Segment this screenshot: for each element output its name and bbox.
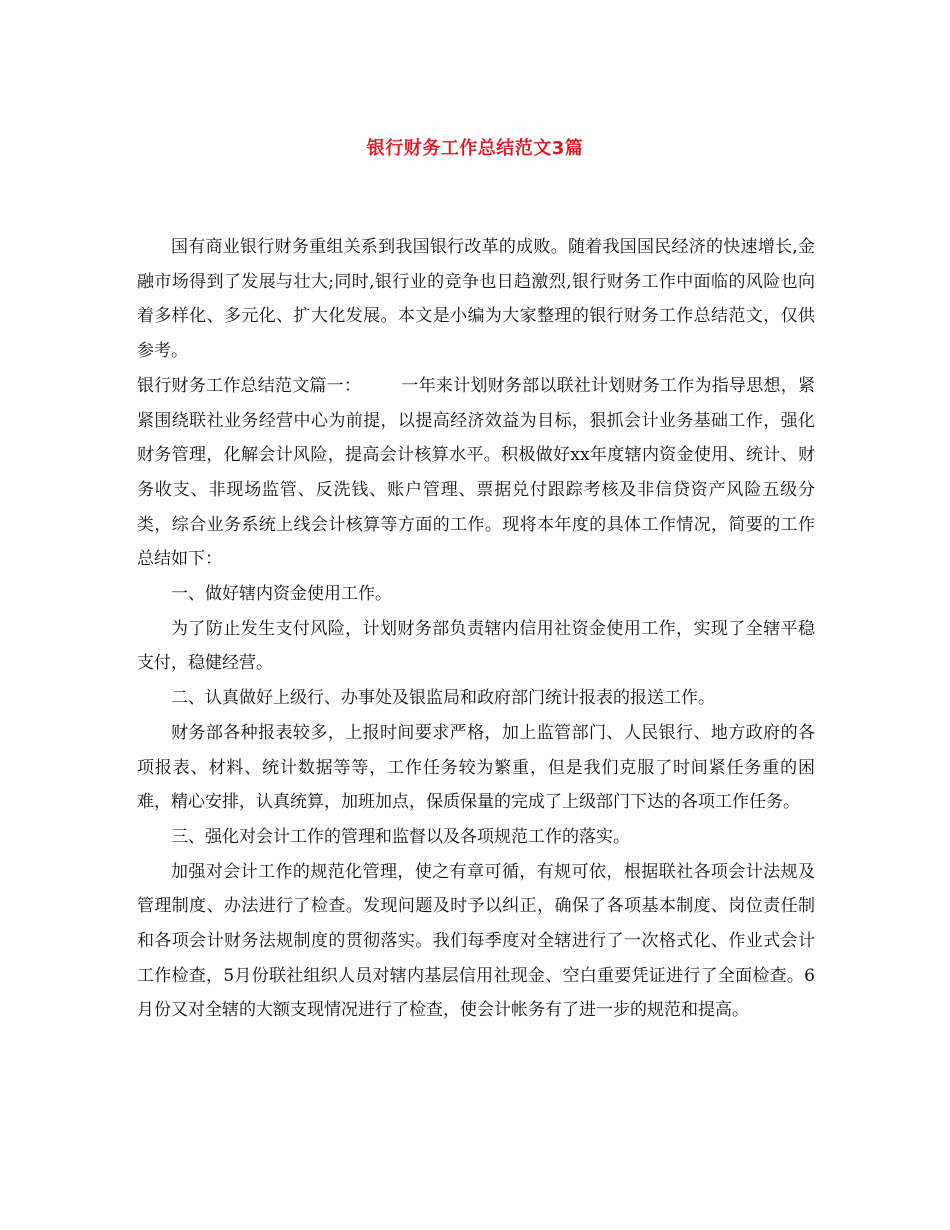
paragraph-item-2-heading: 二、认真做好上级行、办事处及银监局和政府部门统计报表的报送工作。	[171, 688, 715, 709]
section-one-text: 一年来计划财务部以联社计划财务工作为指导思想，紧紧围绕联社业务经营中心为前提，以提高经济效益为目标，狠抓会计业务基础工作，强化财务管理，化解会计风险，提高会计核算水平。积极做好xx年度辖内资金使用、统计、财务收支、非现场监管、反洗钱、账户管理、票据兑付跟踪考核及非信贷资产风险五级分类，综合业务系统上线会计核算等方面的工作。现将本年度的具体工作情况，简要的工作总结如下：	[137, 375, 816, 570]
paragraph-item-1-heading: 一、做好辖内资金使用工作。	[171, 584, 392, 605]
section-one-heading: 银行财务工作总结范文篇一：	[137, 375, 362, 396]
paragraph-section-one	[137, 369, 815, 577]
paragraph-item-3-body: 加强对会计工作的规范化管理，使之有章可循，有规可依，根据联社各项会计法规及管理制度、办法进行了检查。发现问题及时予以纠正，确保了各项基本制度、岗位责任制和各项会计财务法规制度的贯彻落实。我们每季度对全辖进行了一次格式化、作业式会计工作检查，5月份联社组织人员对辖内基层信用社现金、空白重要凭证进行了全面检查。6月份又对全辖的大额支现情况进行了检查，使会计帐务有了进一步的规范和提高。	[137, 861, 815, 1021]
paragraph-intro: 国有商业银行财务重组关系到我国银行改革的成败。随着我国国民经济的快速增长,金融市场得到了发展与壮大;同时,银行业的竞争也日趋激烈,银行财务工作中面临的风险也向着多样化、多元化、扩大化发展。本文是小编为大家整理的银行财务工作总结范文，仅供参考。	[137, 237, 815, 362]
document-title: 银行财务工作总结范文3篇	[366, 138, 584, 159]
document-body	[137, 230, 815, 1028]
paragraph-item-2-body: 财务部各种报表较多，上报时间要求严格，加上监管部门、人民银行、地方政府的各项报表、材料、统计数据等等，工作任务较为繁重，但是我们克服了时间紧任务重的困难，精心安排，认真统算，加班加点，保质保量的完成了上级部门下达的各项工作任务。	[137, 722, 815, 813]
paragraph-item-1-body: 为了防止发生支付风险，计划财务部负责辖内信用社资金使用工作，实现了全辖平稳支付，稳健经营。	[137, 618, 815, 674]
paragraph-item-3-heading: 三、强化对会计工作的管理和监督以及各项规范工作的落实。	[171, 826, 630, 847]
